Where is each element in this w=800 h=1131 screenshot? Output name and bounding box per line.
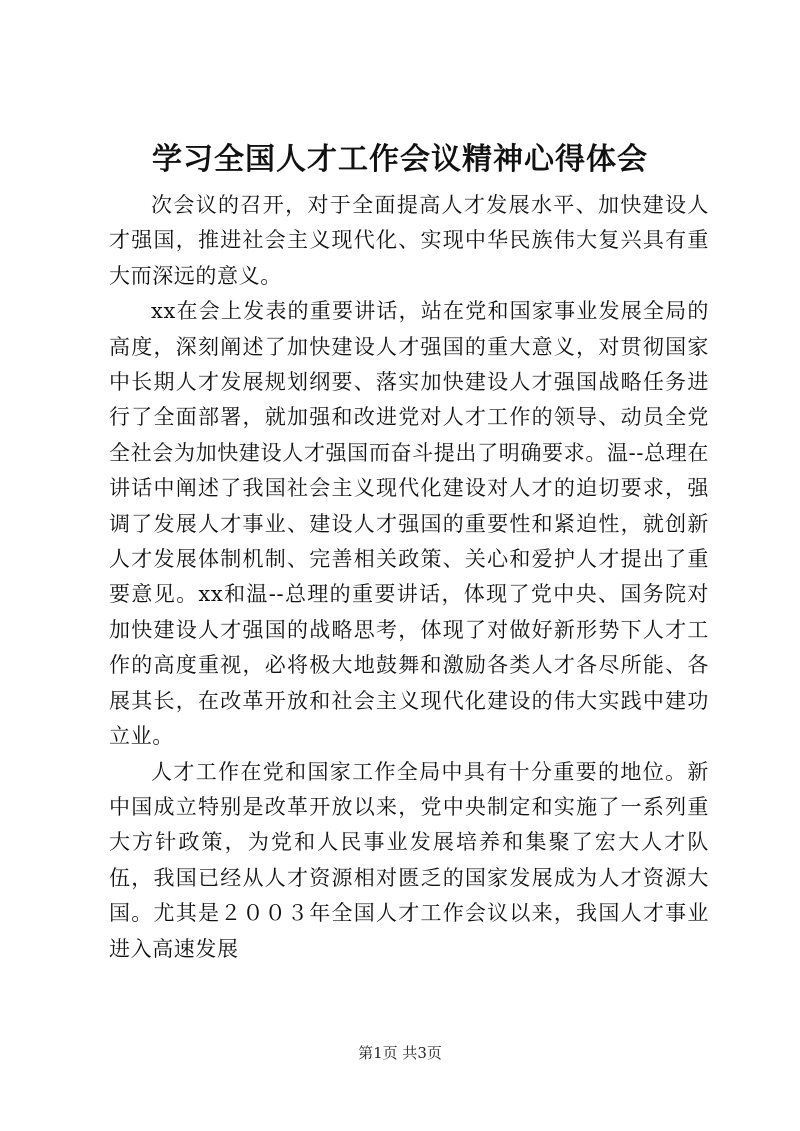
paragraph-2: xx在会上发表的重要讲话，站在党和国家事业发展全局的高度，深刻阐述了加快建设人才强国的重大意义，对贯彻国家中长期人才发展规划纲要、落实加快建设人才强国战略任务进行了全面部署，就加强和改进党对人才工作的领导、动员全党全社会为加快建设人才强国而奋斗提出了明确要求。温--总理在讲话中阐述了我国社会主义现代化建设对人才的迫切要求，强调了发展人才事业、建设人才强国的重要性和紧迫性，就创新人才发展体制机制、完善相关政策、关心和爱护人才提出了重要意见。xx和温--总理的重要讲话，体现了党中央、国务院对加快建设人才强国的战略思考，体现了对做好新形势下人才工作的高度重视，必将极大地鼓舞和激励各类人才各尽所能、各展其长，在改革开放和社会主义现代化建设的伟大实践中建功立业。	[109, 299, 709, 749]
page-footer: 第1页 共3页	[358, 1044, 442, 1062]
paragraph-1: 次会议的召开，对于全面提高人才发展水平、加快建设人才强国，推进社会主义现代化、实现中华民族伟大复兴具有重大而深远的意义。	[109, 193, 709, 288]
document-title: 学习全国人才工作会议精神心得体会	[152, 142, 648, 177]
paragraph-3: 人才工作在党和国家工作全局中具有十分重要的地位。新中国成立特别是改革开放以来，党中央制定和实施了一系列重大方针政策，为党和人民事业发展培养和集聚了宏大人才队伍，我国已经从人才资源相对匮乏的国家发展成为人才资源大国。尤其是２００３年全国人才工作会议以来，我国人才事业进入高速发展	[109, 759, 709, 961]
document-body	[109, 188, 709, 967]
